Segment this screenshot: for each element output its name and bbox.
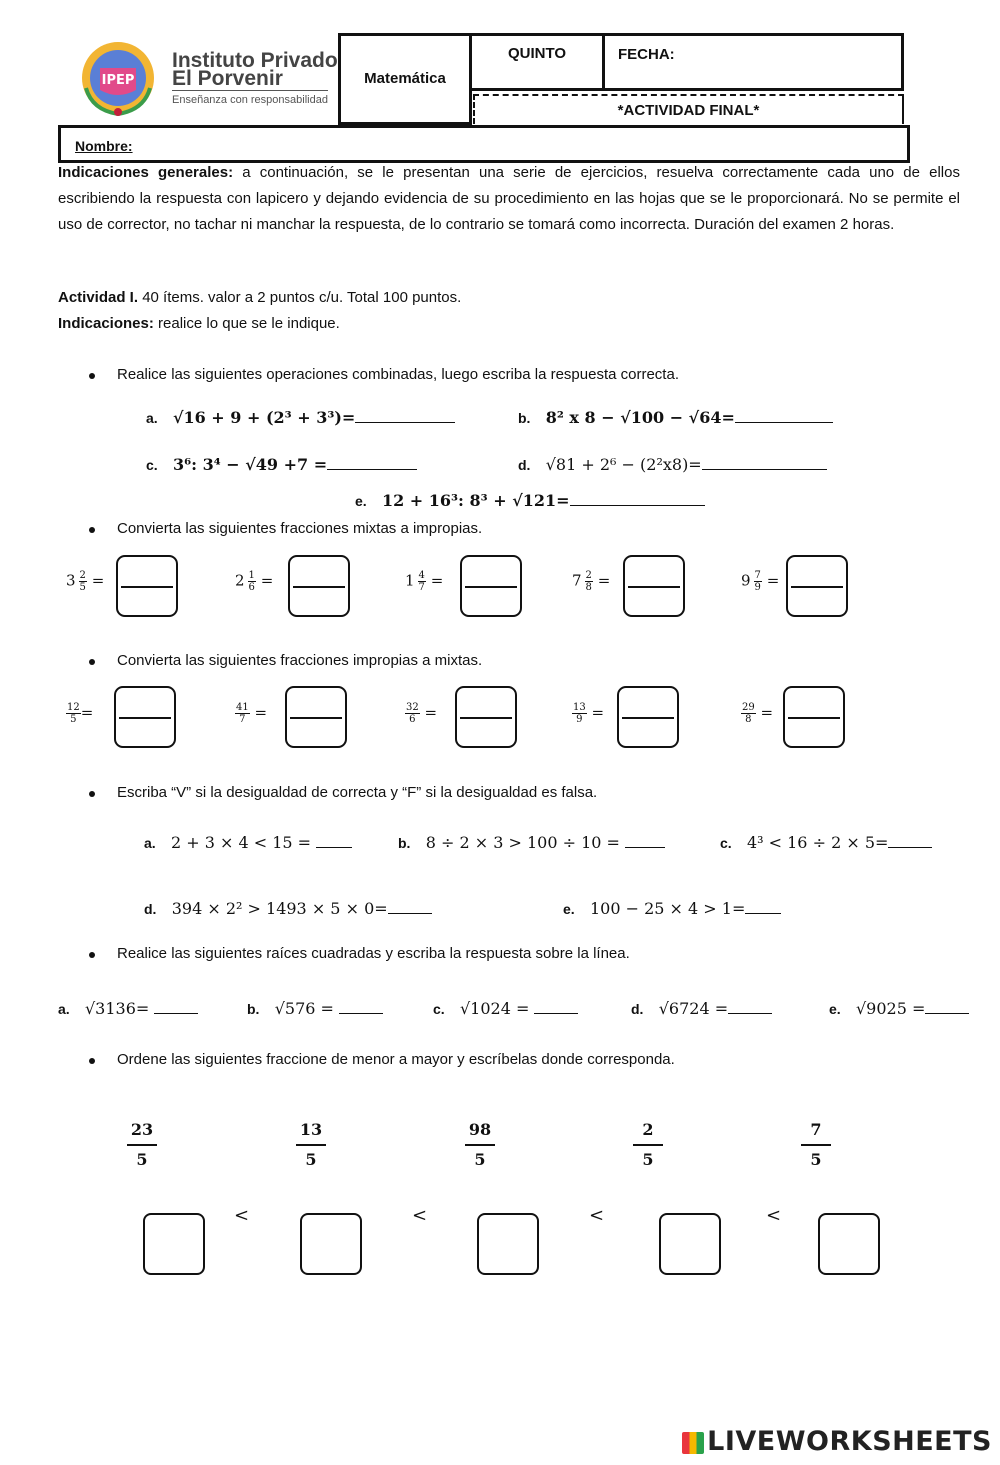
numerator: 2 <box>633 1120 663 1146</box>
denominator: 9 <box>754 582 761 593</box>
mixed-fraction: 1 $\frac{4}{7}$ = <box>405 570 444 593</box>
name-label: Nombre: <box>75 138 133 154</box>
op-c: c. 3⁶: 3⁴ − √49 +7 = <box>146 455 417 474</box>
fraction-bar <box>119 717 171 719</box>
numerator: 13 <box>296 1120 326 1146</box>
svg-text:IPEP: IPEP <box>101 73 135 88</box>
equals-sign: = <box>755 703 774 722</box>
order-fraction <box>465 1120 495 1170</box>
liveworksheets-logo: LIVEWORKSHEETS <box>682 1426 992 1457</box>
fraction <box>585 570 593 593</box>
school-logo <box>78 38 158 118</box>
op-d: d. √81 + 2⁶ − (2²x8)= <box>518 455 827 474</box>
op-a: a. √16 + 9 + (2³ + 3³)= <box>146 408 455 427</box>
bullet-icon <box>89 527 95 533</box>
bullet-icon <box>89 659 95 665</box>
denominator: 5 <box>642 1150 654 1169</box>
bullet-icon <box>89 952 95 958</box>
improper-answer-box[interactable] <box>623 555 685 617</box>
grade-label: QUINTO <box>507 45 567 62</box>
whole-part: 9 <box>741 571 751 590</box>
ineq-c: c. 4³ < 16 ÷ 2 × 5= <box>720 833 932 852</box>
equals-sign: = <box>586 703 605 722</box>
numerator: 98 <box>465 1120 495 1146</box>
less-than-sign: < <box>412 1205 428 1226</box>
fraction <box>572 702 587 725</box>
date-label: FECHA: <box>618 46 675 63</box>
denominator: 7 <box>239 714 246 725</box>
denominator: 6 <box>248 582 255 593</box>
denominator: 5 <box>474 1150 486 1169</box>
subject-label: Matemática <box>364 70 446 87</box>
whole-part: 7 <box>572 571 582 590</box>
fraction <box>79 570 87 593</box>
numerator: 29 <box>742 702 755 713</box>
section3-instruction: Convierta las siguientes fracciones impropias a mixtas. <box>117 652 483 669</box>
ineq-e: e. 100 − 25 × 4 > 1= <box>563 899 781 918</box>
fraction-bar <box>293 586 345 588</box>
denominator: 8 <box>745 714 752 725</box>
improper-fraction <box>66 702 93 725</box>
ineq-e-answer[interactable] <box>745 899 781 914</box>
op-e-answer[interactable] <box>570 491 705 506</box>
bullet-icon <box>89 791 95 797</box>
denominator: 6 <box>409 714 416 725</box>
section6-instruction: Ordene las siguientes fraccione de menor a mayor y escríbelas donde corresponda. <box>117 1051 675 1068</box>
numerator: 7 <box>754 570 761 581</box>
denominator: 7 <box>418 582 425 593</box>
improper-answer-box[interactable] <box>460 555 522 617</box>
school-name-line1: Instituto Privado <box>172 49 338 72</box>
root-d: d. √6724 = <box>631 999 772 1018</box>
fraction-bar <box>290 717 342 719</box>
ineq-b-answer[interactable] <box>625 833 665 848</box>
bullet-icon <box>89 373 95 379</box>
fraction <box>418 570 426 593</box>
numerator: 7 <box>801 1120 831 1146</box>
root-c-answer[interactable] <box>534 999 578 1014</box>
fraction-bar <box>791 586 843 588</box>
indications: Indicaciones: realice lo que se le indique. <box>58 315 340 332</box>
whole-part: 2 <box>235 571 245 590</box>
mixed-fraction: 7 $\frac{2}{8}$ = <box>572 570 611 593</box>
section5-instruction: Realice las siguientes raíces cuadradas y escriba la respuesta sobre la línea. <box>117 945 630 962</box>
order-answer-box[interactable] <box>818 1213 880 1275</box>
order-fraction <box>127 1120 157 1170</box>
school-slogan: Enseñanza con responsabilidad <box>172 94 328 106</box>
order-answer-box[interactable] <box>300 1213 362 1275</box>
improper-answer-box[interactable] <box>786 555 848 617</box>
root-c: c. √1024 = <box>433 999 578 1018</box>
numerator: 2 <box>585 570 592 581</box>
numerator: 32 <box>406 702 419 713</box>
root-b: b. √576 = <box>247 999 383 1018</box>
whole-part: 3 <box>66 571 76 590</box>
less-than-sign: < <box>589 1205 605 1226</box>
denominator: 5 <box>810 1150 822 1169</box>
school-name-line2: El Porvenir <box>172 67 283 90</box>
grade-cell <box>469 33 605 91</box>
denominator: 5 <box>70 714 77 725</box>
bullet-icon <box>89 1058 95 1064</box>
order-answer-box[interactable] <box>659 1213 721 1275</box>
op-c-answer[interactable] <box>327 455 417 470</box>
improper-answer-box[interactable] <box>288 555 350 617</box>
ineq-d: d. 394 × 2² > 1493 × 5 × 0= <box>144 899 432 918</box>
mixed-answer-box[interactable] <box>617 686 679 748</box>
numerator: 23 <box>127 1120 157 1146</box>
op-b-answer[interactable] <box>735 408 833 423</box>
order-answer-box[interactable] <box>477 1213 539 1275</box>
order-fraction <box>296 1120 326 1170</box>
op-d-answer[interactable] <box>702 455 827 470</box>
op-b: b. 8² x 8 − √100 − √64= <box>518 408 833 427</box>
name-field[interactable] <box>58 125 910 163</box>
root-a: a. √3136= <box>58 999 198 1018</box>
numerator: 41 <box>236 702 249 713</box>
mixed-fraction: 9 $\frac{7}{9}$ = <box>741 570 780 593</box>
mixed-answer-box[interactable] <box>114 686 176 748</box>
root-d-answer[interactable] <box>728 999 772 1014</box>
numerator: 1 <box>248 570 255 581</box>
equals-sign: = <box>80 703 94 722</box>
root-a-answer[interactable] <box>154 999 198 1014</box>
mixed-answer-box[interactable] <box>285 686 347 748</box>
fraction <box>405 702 420 725</box>
improper-answer-box[interactable] <box>116 555 178 617</box>
improper-fraction <box>741 702 773 725</box>
root-b-answer[interactable] <box>339 999 383 1014</box>
improper-fraction <box>405 702 437 725</box>
order-fraction <box>801 1120 831 1170</box>
mixed-fraction: 3 $\frac{2}{5}$ = <box>66 570 105 593</box>
fraction-bar <box>788 717 840 719</box>
section2-instruction: Convierta las siguientes fracciones mixtas a impropias. <box>117 520 483 537</box>
section1-instruction: Realice las siguientes operaciones combinadas, luego escriba la respuesta correcta. <box>117 366 679 383</box>
numerator: 2 <box>79 570 86 581</box>
denominator: 9 <box>576 714 583 725</box>
activity-title: *ACTIVIDAD FINAL* <box>617 102 760 119</box>
order-answer-box[interactable] <box>143 1213 205 1275</box>
less-than-sign: < <box>234 1205 250 1226</box>
section4-instruction: Escriba “V” si la desigualdad de correcta y “F” si la desigualdad es falsa. <box>117 784 598 801</box>
less-than-sign: < <box>766 1205 782 1226</box>
activity-info: Actividad I. 40 ítems. valor a 2 puntos c/u. Total 100 puntos. <box>58 289 462 306</box>
fraction <box>741 702 756 725</box>
equals-sign: = <box>249 703 268 722</box>
fraction-bar <box>622 717 674 719</box>
mixed-fraction: 2 $\frac{1}{6}$ = <box>235 570 274 593</box>
ineq-c-answer[interactable] <box>888 833 932 848</box>
ineq-d-answer[interactable] <box>388 899 432 914</box>
whole-part: 1 <box>405 571 415 590</box>
improper-fraction <box>235 702 267 725</box>
fraction-bar <box>465 586 517 588</box>
general-instructions: Indicaciones generales: a continuación, se le presentan una serie de ejercicios, resuelva correctamente cada uno de ellos escribiendo la respuesta con lapicero y dejando evidencia de su procedimiento en las hojas que se le proporcionará. No se permite el uso de corrector, no tachar ni manchar la respuesta, de lo contrario se tomará como incorrecta. Duración del examen 2 horas. <box>58 164 960 233</box>
equals-sign: = <box>419 703 438 722</box>
denominator: 5 <box>136 1150 148 1169</box>
fraction <box>66 702 81 725</box>
fraction-bar <box>121 586 173 588</box>
fraction-bar <box>460 717 512 719</box>
root-e: e. √9025 = <box>829 999 969 1018</box>
ineq-a: a. 2 + 3 × 4 < 15 = <box>144 833 352 852</box>
root-e-answer[interactable] <box>925 999 969 1014</box>
fraction <box>248 570 256 593</box>
ineq-a-answer[interactable] <box>316 833 352 848</box>
numerator: 13 <box>573 702 586 713</box>
ineq-b: b. 8 ÷ 2 × 3 > 100 ÷ 10 = <box>398 833 665 852</box>
fraction <box>235 702 250 725</box>
fraction-bar <box>628 586 680 588</box>
logo-emblem-icon <box>78 38 158 118</box>
fraction <box>754 570 762 593</box>
mixed-answer-box[interactable] <box>783 686 845 748</box>
op-a-answer[interactable] <box>355 408 455 423</box>
denominator: 5 <box>305 1150 317 1169</box>
order-fraction <box>633 1120 663 1170</box>
numerator: 12 <box>67 702 80 713</box>
numerator: 4 <box>418 570 425 581</box>
mixed-answer-box[interactable] <box>455 686 517 748</box>
denominator: 8 <box>585 582 592 593</box>
improper-fraction <box>572 702 604 725</box>
denominator: 5 <box>79 582 86 593</box>
op-e: e. 12 + 16³: 8³ + √121= <box>355 491 705 510</box>
lws-grid-icon <box>682 1432 704 1454</box>
